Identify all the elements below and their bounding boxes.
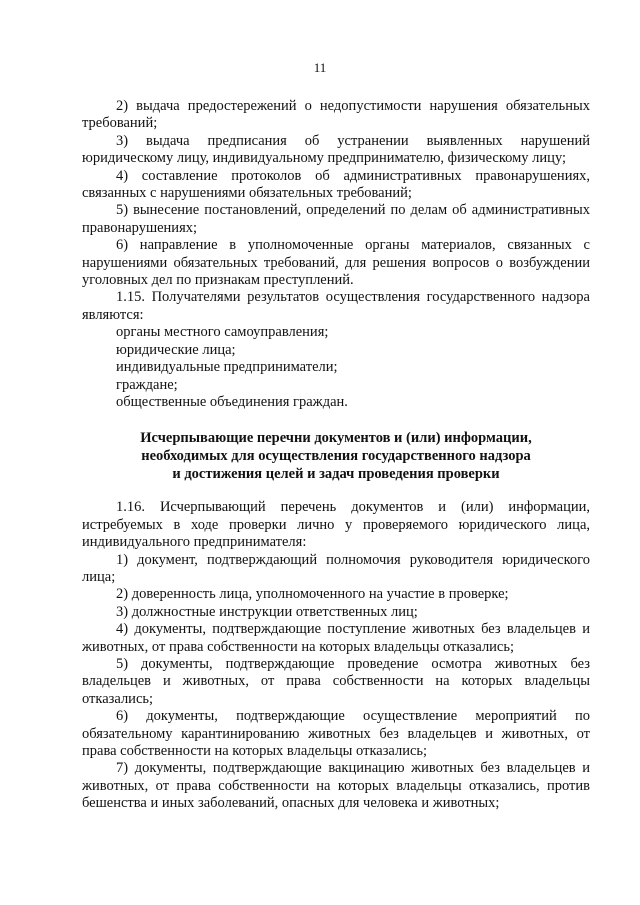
recipient-item: индивидуальные предприниматели;: [116, 359, 338, 376]
list-item: 2) доверенность лица, уполномоченного на участие в проверке;: [116, 586, 509, 603]
document-body: [82, 98, 590, 813]
section-heading-line: Исчерпывающие перечни документов и (или) информации,: [140, 430, 532, 447]
list-item: 1) документ, подтверждающий полномочия руководителя юридического лица;: [82, 551, 590, 585]
recipient-item: граждане;: [116, 376, 178, 393]
list-item: 4) составление протоколов об административных правонарушениях, связанных с нарушениями обязательных требований;: [82, 167, 590, 202]
section-heading-line: необходимых для осуществления государственного надзора: [141, 448, 531, 465]
list-item: 7) документы, подтверждающие вакцинацию животных без владельцев и животных, от права собственности на которых владельцы отказались, против бешенства и иных заболеваний, опасных для человека и животных;: [82, 760, 590, 812]
list-item: 3) выдача предписания об устранении выявленных нарушений юридическому лицу, индивидуальному предпринимателю, физическому лицу;: [82, 132, 590, 167]
list-item: 5) документы, подтверждающие проведение осмотра животных без владельцев и животных, от права собственности на которых владельцы отказались;: [82, 655, 590, 707]
recipient-item: общественные объединения граждан.: [116, 393, 348, 410]
clause-1-15: 1.15. Получателями результатов осуществления государственного надзора являются:: [82, 289, 590, 323]
page-number: 11: [313, 60, 327, 75]
list-item: 6) направление в уполномоченные органы материалов, связанных с нарушениями обязательных требований, для решения вопросов о возбуждении уголовных дел по признакам преступлений.: [82, 237, 590, 289]
section-heading: [82, 429, 590, 483]
list-item: 3) должностные инструкции ответственных лиц;: [116, 603, 418, 620]
clause-1-16: 1.16. Исчерпывающий перечень документов и (или) информации, истребуемых в ходе проверки лично у проверяемого юридического лица, индивидуального предпринимателя:: [82, 499, 590, 551]
list-item: 2) выдача предостережений о недопустимости нарушения обязательных требований;: [82, 98, 590, 132]
recipient-item: юридические лица;: [116, 341, 236, 358]
recipient-item: органы местного самоуправления;: [116, 324, 329, 341]
list-item: 5) вынесение постановлений, определений по делам об административных правонарушениях;: [82, 202, 590, 236]
section-heading-line: и достижения целей и задач проведения проверки: [172, 466, 500, 483]
list-item: 4) документы, подтверждающие поступление животных без владельцев и животных, от права собственности на которых владельцы отказались;: [82, 621, 590, 655]
list-item: 6) документы, подтверждающие осуществление мероприятий по обязательному карантинированию животных без владельцев и животных, от права собственности на которых владельцы отказались;: [82, 708, 590, 759]
